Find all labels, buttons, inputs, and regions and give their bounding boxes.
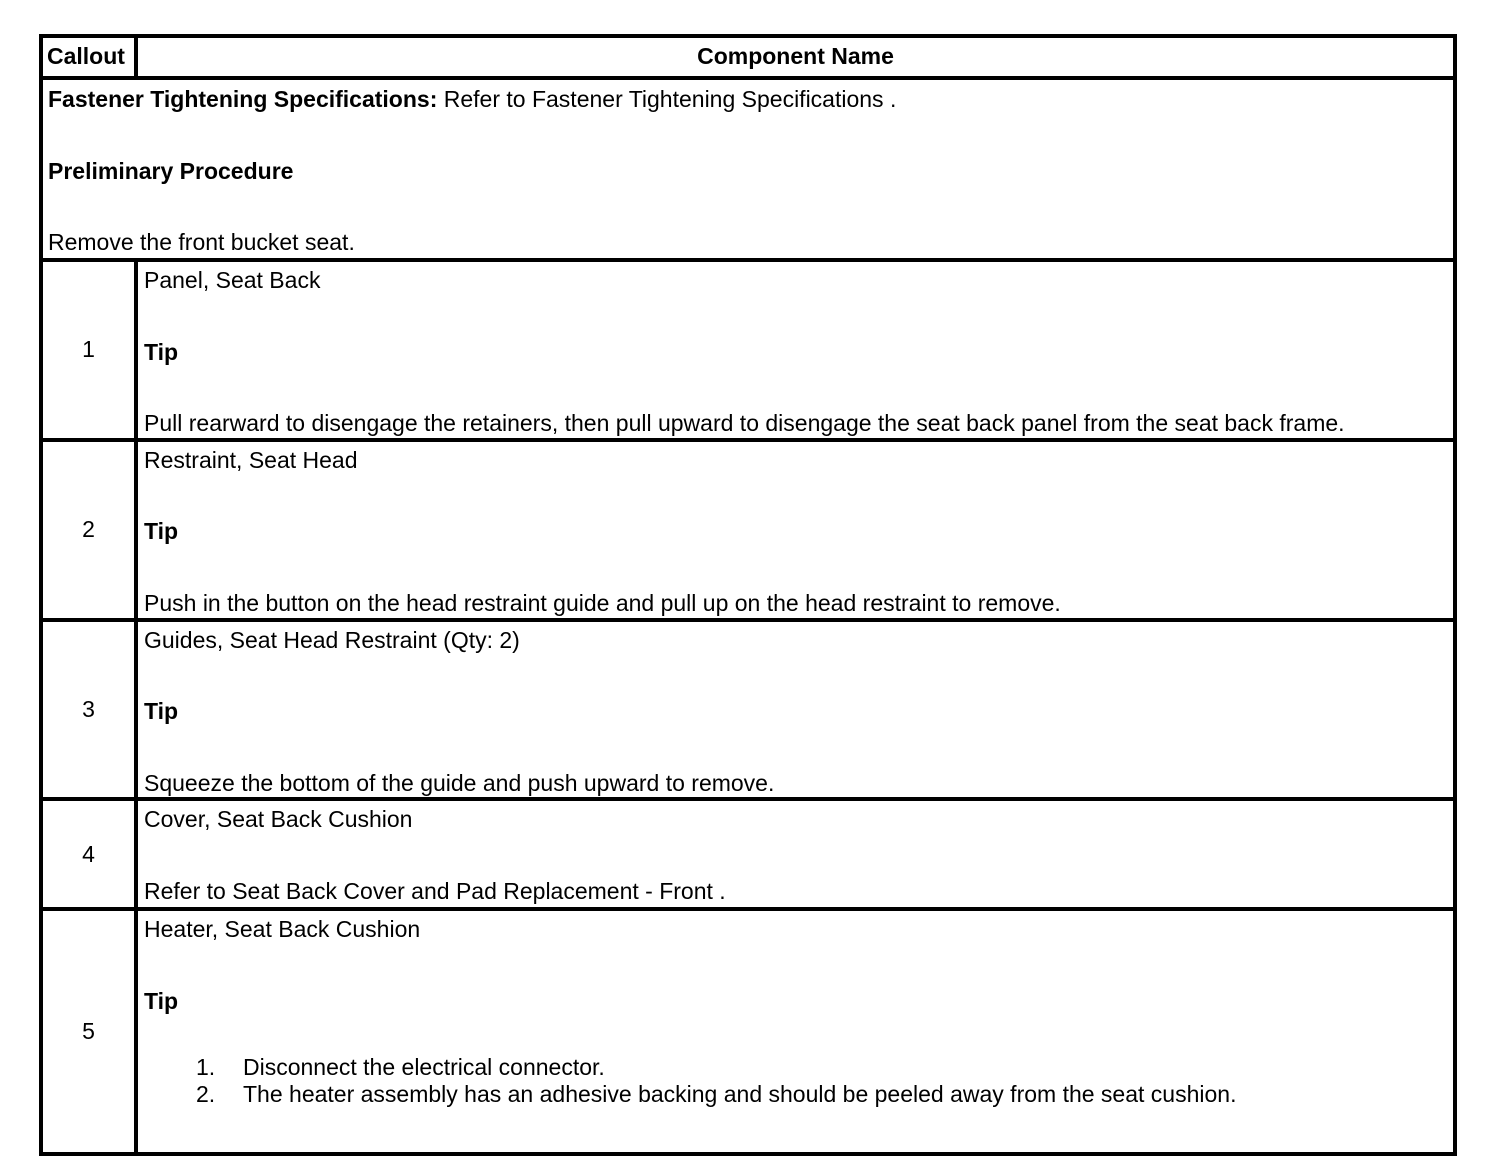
tip-label: Tip [144,698,179,725]
component-cell [136,260,1455,440]
table-row [41,440,1455,620]
step-text: The heater assembly has an adhesive backing and should be peeled away from the seat cushion. [243,1081,1237,1108]
callout-number: 1 [41,260,136,440]
component-name: Guides, Seat Head Restraint (Qty: 2) [144,626,520,653]
component-cell [136,440,1455,620]
component-name: Cover, Seat Back Cushion [144,806,413,833]
tip-text: Pull rearward to disengage the retainers, then pull upward to disengage the seat back panel from the seat back frame. [144,410,1345,437]
table-row [41,909,1455,1154]
step-number: 2. [196,1081,216,1108]
tip-label: Tip [144,518,179,545]
table-header-row [41,36,1455,78]
preliminary-cell [41,78,1455,260]
component-table [39,34,1457,1156]
preliminary-heading: Preliminary Procedure [48,157,294,184]
component-name-header: Component Name [136,36,1455,78]
step-number: 1. [196,1053,216,1080]
fastener-spec-text: Refer to Fastener Tightening Specifications . [437,86,897,112]
component-name: Panel, Seat Back [144,267,321,293]
component-cell [136,799,1455,909]
fastener-spec-line [48,86,1453,114]
callout-number: 4 [41,799,136,909]
preliminary-instruction: Remove the front bucket seat. [48,229,355,256]
callout-number: 2 [41,440,136,620]
component-name: Restraint, Seat Head [144,446,358,473]
tip-label: Tip [144,987,179,1014]
fastener-spec-label: Fastener Tightening Specifications: [48,86,438,112]
tip-label: Tip [144,338,179,365]
list-item [196,1081,1453,1109]
preliminary-row [41,78,1455,260]
callout-number: 5 [41,909,136,1154]
reference-text: Refer to Seat Back Cover and Pad Replacement - Front . [144,877,726,904]
tip-text: Push in the button on the head restraint guide and pull up on the head restraint to remove. [144,589,1061,616]
table-row [41,620,1455,800]
component-cell [136,909,1455,1154]
table-row [41,260,1455,440]
component-name: Heater, Seat Back Cushion [144,916,421,943]
callout-number: 3 [41,620,136,800]
component-cell [136,620,1455,800]
list-item [196,1054,1453,1082]
table-row [41,799,1455,909]
tip-text: Squeeze the bottom of the guide and push upward to remove. [144,769,775,796]
callout-header: Callout [41,36,136,78]
step-list [144,1054,1453,1109]
step-text: Disconnect the electrical connector. [243,1053,605,1080]
